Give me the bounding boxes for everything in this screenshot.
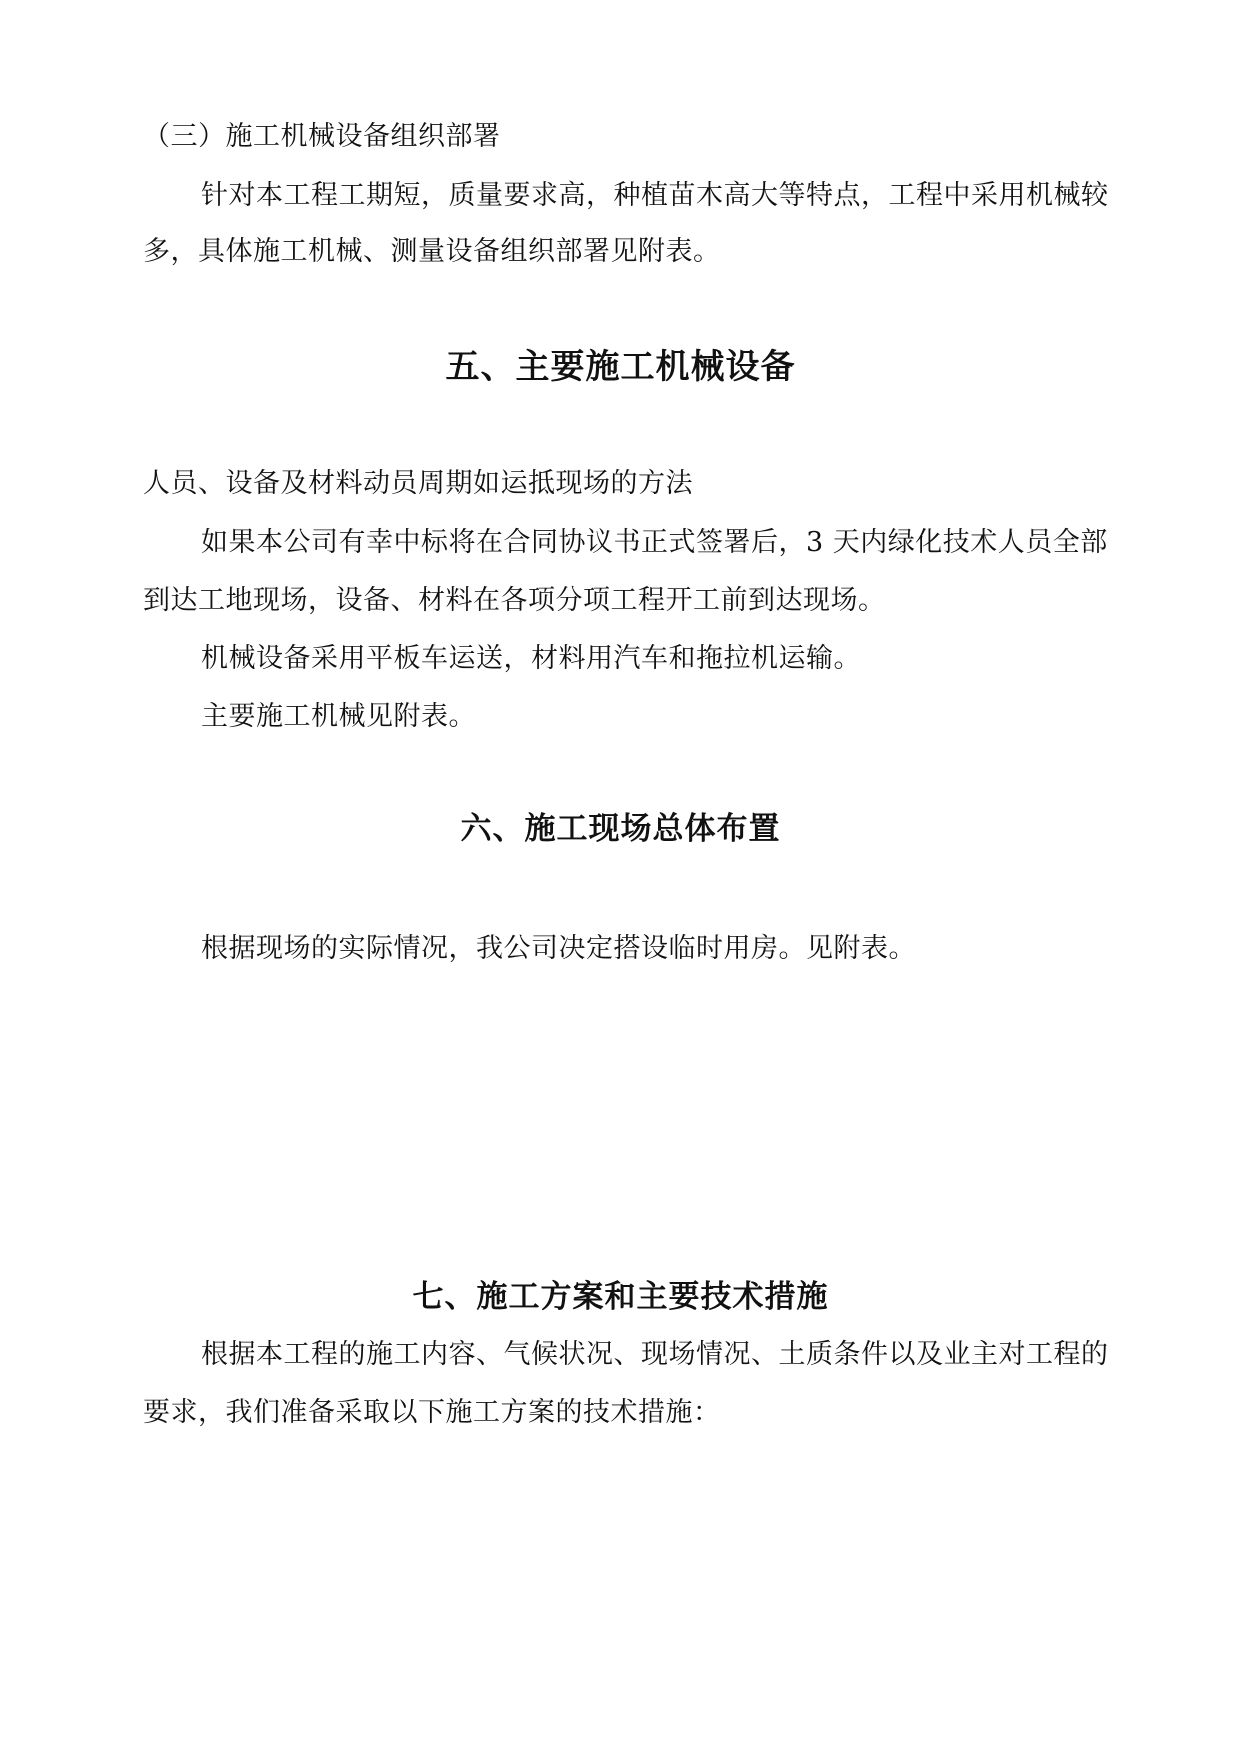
section-5-heading: 五、主要施工机械设备 <box>445 347 796 387</box>
subsection-3-paragraph-line-2: 多，具体施工机械、测量设备组织部署见附表。 <box>143 236 721 267</box>
section-5-paragraph-1-line-1: 如果本公司有幸中标将在合同协议书正式签署后，3 天内绿化技术人员全部 <box>201 527 1108 558</box>
section-7-paragraph-line-1: 根据本工程的施工内容、气候状况、现场情况、土质条件以及业主对工程的 <box>201 1339 1109 1370</box>
subsection-3-title: （三）施工机械设备组织部署 <box>143 121 501 152</box>
section-5-paragraph-3: 主要施工机械见附表。 <box>201 701 476 732</box>
section-6-paragraph: 根据现场的实际情况，我公司决定搭设临时用房。见附表。 <box>201 933 916 964</box>
section-5-paragraph-1-line-2: 到达工地现场，设备、材料在各项分项工程开工前到达现场。 <box>143 585 886 616</box>
section-5-subtitle: 人员、设备及材料动员周期如运抵现场的方法 <box>143 468 693 499</box>
section-7-heading: 七、施工方案和主要技术措施 <box>412 1279 829 1315</box>
subsection-3-paragraph-line-1: 针对本工程工期短，质量要求高，种植苗木高大等特点，工程中采用机械较 <box>201 180 1109 211</box>
section-5-paragraph-2: 机械设备采用平板车运送，材料用汽车和拖拉机运输。 <box>201 643 861 674</box>
section-6-heading: 六、施工现场总体布置 <box>460 811 781 847</box>
section-7-paragraph-line-2: 要求，我们准备采取以下施工方案的技术措施： <box>143 1397 721 1428</box>
